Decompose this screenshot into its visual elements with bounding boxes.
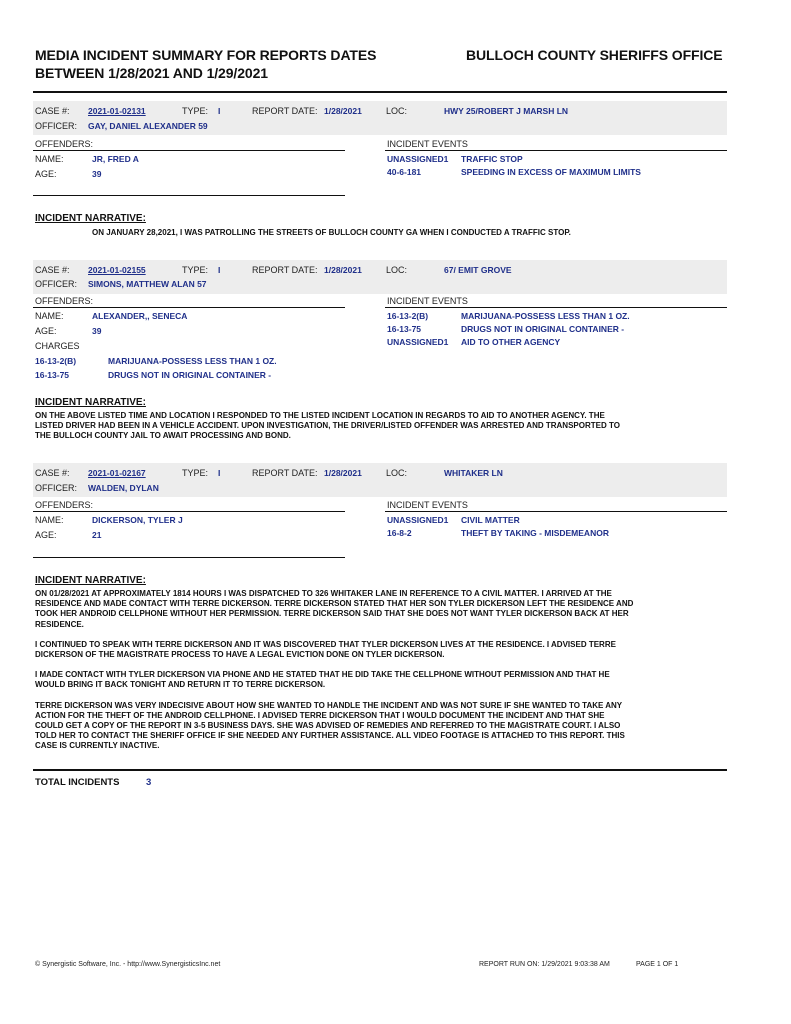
- narrative-line: TERRE DICKERSON WAS VERY INDECISIVE ABOUT HOW SHE WANTED TO HANDLE THE INCIDENT AND WAS NOT SURE IF SHE WANTED TO TAKE ANY: [35, 700, 623, 710]
- footer-page-number: PAGE 1 OF 1: [636, 961, 679, 968]
- event-code: UNASSIGNED1: [387, 515, 449, 525]
- events-rule: [385, 150, 727, 151]
- name-label: NAME:: [35, 311, 64, 321]
- offender-age: 21: [92, 530, 102, 540]
- officer-label: OFFICER:: [35, 121, 77, 131]
- offenders-label: OFFENDERS:: [35, 296, 94, 306]
- event-desc: MARIJUANA-POSSESS LESS THAN 1 OZ.: [461, 311, 630, 321]
- report-date-label: REPORT DATE:: [252, 106, 318, 116]
- report-date-value: 1/28/2021: [324, 106, 362, 116]
- agency-name: BULLOCH COUNTY SHERIFFS OFFICE: [466, 47, 723, 63]
- case-number-link[interactable]: 2021-01-02155: [88, 265, 146, 275]
- charges-label: CHARGES: [35, 341, 80, 351]
- loc-label: LOC:: [386, 265, 408, 275]
- report-title-line1: MEDIA INCIDENT SUMMARY FOR REPORTS DATES: [35, 47, 377, 63]
- type-value: I: [218, 468, 221, 478]
- narrative-line: ON THE ABOVE LISTED TIME AND LOCATION I RESPONDED TO THE LISTED INCIDENT LOCATION IN REGARDS TO AID TO ANOTHER AGENCY. THE: [35, 411, 605, 420]
- narrative-heading: INCIDENT NARRATIVE:: [35, 575, 146, 586]
- type-value: I: [218, 265, 221, 275]
- incident-events-label: INCIDENT EVENTS: [387, 139, 468, 149]
- age-label: AGE:: [35, 530, 57, 540]
- event-desc: CIVIL MATTER: [461, 515, 520, 525]
- offenders-bottom-rule: [33, 195, 345, 196]
- narrative-paragraph: [35, 589, 633, 630]
- charge-desc: DRUGS NOT IN ORIGINAL CONTAINER -: [108, 370, 272, 380]
- events-rule: [385, 511, 727, 512]
- officer-value: SIMONS, MATTHEW ALAN 57: [88, 279, 207, 289]
- type-label: TYPE:: [182, 265, 209, 275]
- charge-code: 16-13-75: [35, 370, 70, 380]
- narrative-line: TOOK HER ANDROID CELLPHONE WITHOUT HER PERMISSION. TERRE DICKERSON SAID THAT SHE DOES NOT WANT TYLER DICKERSON BACK AT HER: [35, 609, 629, 619]
- events-rule: [385, 307, 727, 308]
- report-date-value: 1/28/2021: [324, 468, 362, 478]
- narrative-line: I CONTINUED TO SPEAK WITH TERRE DICKERSON AND IT WAS DISCOVERED THAT TYLER DICKERSON LIVES AT THE RESIDENCE. I ADVISED TERRE: [35, 639, 616, 649]
- narrative-line: LISTED DRIVER HAD BEEN IN A VEHICLE ACCIDENT. UPON INVESTIGATION, THE DRIVER/LISTED OFFENDER WAS ARRESTED AND TRANSPORTED TO: [35, 421, 620, 431]
- offenders-bottom-rule: [33, 557, 345, 558]
- age-label: AGE:: [35, 326, 57, 336]
- location-value: WHITAKER LN: [444, 468, 503, 478]
- event-code: 16-8-2: [387, 528, 412, 538]
- offenders-label: OFFENDERS:: [35, 500, 94, 510]
- narrative-line: CASE IS CURRENTLY INACTIVE.: [35, 741, 160, 751]
- header-rule: [33, 91, 727, 93]
- narrative-text: [35, 411, 620, 442]
- type-label: TYPE:: [182, 106, 209, 116]
- narrative-paragraph: [35, 670, 633, 690]
- event-code: UNASSIGNED1: [387, 337, 449, 347]
- event-desc: TRAFFIC STOP: [461, 154, 523, 164]
- offenders-label: OFFENDERS:: [35, 139, 94, 149]
- narrative-line: THE BULLOCH COUNTY JAIL TO AWAIT PROCESSING AND BOND.: [35, 431, 291, 441]
- officer-value: WALDEN, DYLAN: [88, 483, 159, 493]
- offender-age: 39: [92, 326, 102, 336]
- offender-name: JR, FRED A: [92, 154, 139, 164]
- narrative-line: ACTION FOR THE THEFT OF THE ANDROID CELLPHONE. I ADVISED TERRE DICKERSON THAT I WOULD DOCUMENT THE INCIDENT AND THAT SHE: [35, 710, 605, 720]
- event-desc: DRUGS NOT IN ORIGINAL CONTAINER -: [461, 324, 625, 334]
- event-desc: AID TO OTHER AGENCY: [461, 337, 561, 347]
- charge-desc: MARIJUANA-POSSESS LESS THAN 1 OZ.: [108, 356, 277, 366]
- narrative-line: RESIDENCE.: [35, 619, 84, 629]
- loc-label: LOC:: [386, 468, 408, 478]
- case-label: CASE #:: [35, 106, 70, 116]
- narrative-line: TOLD HER TO CONTACT THE SHERIFF OFFICE IF SHE NEEDED ANY FURTHER ASSISTANCE. ALL VIDEO FOOTAGE IS ATTACHED TO THIS REPORT. THIS: [35, 731, 625, 741]
- narrative-text: [35, 589, 633, 762]
- narrative-heading: INCIDENT NARRATIVE:: [35, 213, 146, 224]
- event-code: 16-13-75: [387, 324, 422, 334]
- officer-label: OFFICER:: [35, 279, 77, 289]
- type-label: TYPE:: [182, 468, 209, 478]
- incident-events-label: INCIDENT EVENTS: [387, 296, 468, 306]
- total-incidents-label: TOTAL INCIDENTS: [35, 777, 120, 788]
- case-label: CASE #:: [35, 265, 70, 275]
- age-label: AGE:: [35, 169, 57, 179]
- charge-code: 16-13-2(B): [35, 356, 77, 366]
- name-label: NAME:: [35, 515, 64, 525]
- totals-rule: [33, 769, 727, 771]
- narrative-line: ON 01/28/2021 AT APPROXIMATELY 1814 HOURS I WAS DISPATCHED TO 326 WHITAKER LANE IN REFERENCE TO A CIVIL MATTER. I ARRIVED AT THE: [35, 589, 612, 598]
- offender-name: DICKERSON, TYLER J: [92, 515, 183, 525]
- offenders-rule: [33, 307, 345, 308]
- event-desc: THEFT BY TAKING - MISDEMEANOR: [461, 528, 609, 538]
- narrative-line: DICKERSON OF THE MAGISTRATE PROCESS TO HAVE A LEGAL EVICTION DONE ON TYLER DICKERSON.: [35, 650, 445, 660]
- incident-events-label: INCIDENT EVENTS: [387, 500, 468, 510]
- offender-name: ALEXANDER,, SENECA: [92, 311, 188, 321]
- offender-age: 39: [92, 169, 102, 179]
- narrative-line: COULD GET A COPY OF THE REPORT IN 3-5 BUSINESS DAYS. SHE WAS ADVISED OF REMEDIES AND REFERRED TO THE MAGISTRATE COURT. I ALSO: [35, 721, 621, 731]
- report-date-value: 1/28/2021: [324, 265, 362, 275]
- narrative-paragraph: [35, 640, 633, 660]
- case-number-link[interactable]: 2021-01-02131: [88, 106, 146, 116]
- name-label: NAME:: [35, 154, 64, 164]
- event-code: UNASSIGNED1: [387, 154, 449, 164]
- narrative-line: RESIDENCE AND MADE CONTACT WITH TERRE DICKERSON. TERRE DICKERSON STATED THAT HER SON TYLER DICKERSON LEFT THE RESIDENCE AND: [35, 599, 634, 609]
- event-code: 16-13-2(B): [387, 311, 429, 321]
- officer-value: GAY, DANIEL ALEXANDER 59: [88, 121, 208, 131]
- narrative-heading: INCIDENT NARRATIVE:: [35, 397, 146, 408]
- location-value: HWY 25/ROBERT J MARSH LN: [444, 106, 569, 116]
- officer-label: OFFICER:: [35, 483, 77, 493]
- type-value: I: [218, 106, 221, 116]
- report-date-label: REPORT DATE:: [252, 468, 318, 478]
- narrative-paragraph: [35, 701, 633, 752]
- total-incidents-value: 3: [146, 777, 152, 788]
- event-code: 40-6-181: [387, 167, 422, 177]
- case-number-link[interactable]: 2021-01-02167: [88, 468, 146, 478]
- case-label: CASE #:: [35, 468, 70, 478]
- footer-copyright: © Synergistic Software, Inc. - http://www.SynergisticsInc.net: [35, 961, 221, 968]
- footer-run-on: REPORT RUN ON: 1/29/2021 9:03:38 AM: [479, 961, 610, 968]
- narrative-line: WOULD BRING IT BACK TONIGHT AND RETURN IT TO TERRE DICKERSON.: [35, 680, 326, 690]
- event-desc: SPEEDING IN EXCESS OF MAXIMUM LIMITS: [461, 167, 641, 177]
- location-value: 67/ EMIT GROVE: [444, 265, 512, 275]
- report-date-label: REPORT DATE:: [252, 265, 318, 275]
- report-title-line2: BETWEEN 1/28/2021 AND 1/29/2021: [35, 65, 268, 81]
- offenders-rule: [33, 511, 345, 512]
- narrative-line: I MADE CONTACT WITH TYLER DICKERSON VIA PHONE AND HE STATED THAT HE DID TAKE THE CELLPHONE WITHOUT PERMISSION AND THAT HE: [35, 670, 610, 680]
- narrative-text: ON JANUARY 28,2021, I WAS PATROLLING THE STREETS OF BULLOCH COUNTY GA WHEN I CONDUCTED A TRAFFIC STOP.: [92, 228, 571, 237]
- loc-label: LOC:: [386, 106, 408, 116]
- offenders-rule: [33, 150, 345, 151]
